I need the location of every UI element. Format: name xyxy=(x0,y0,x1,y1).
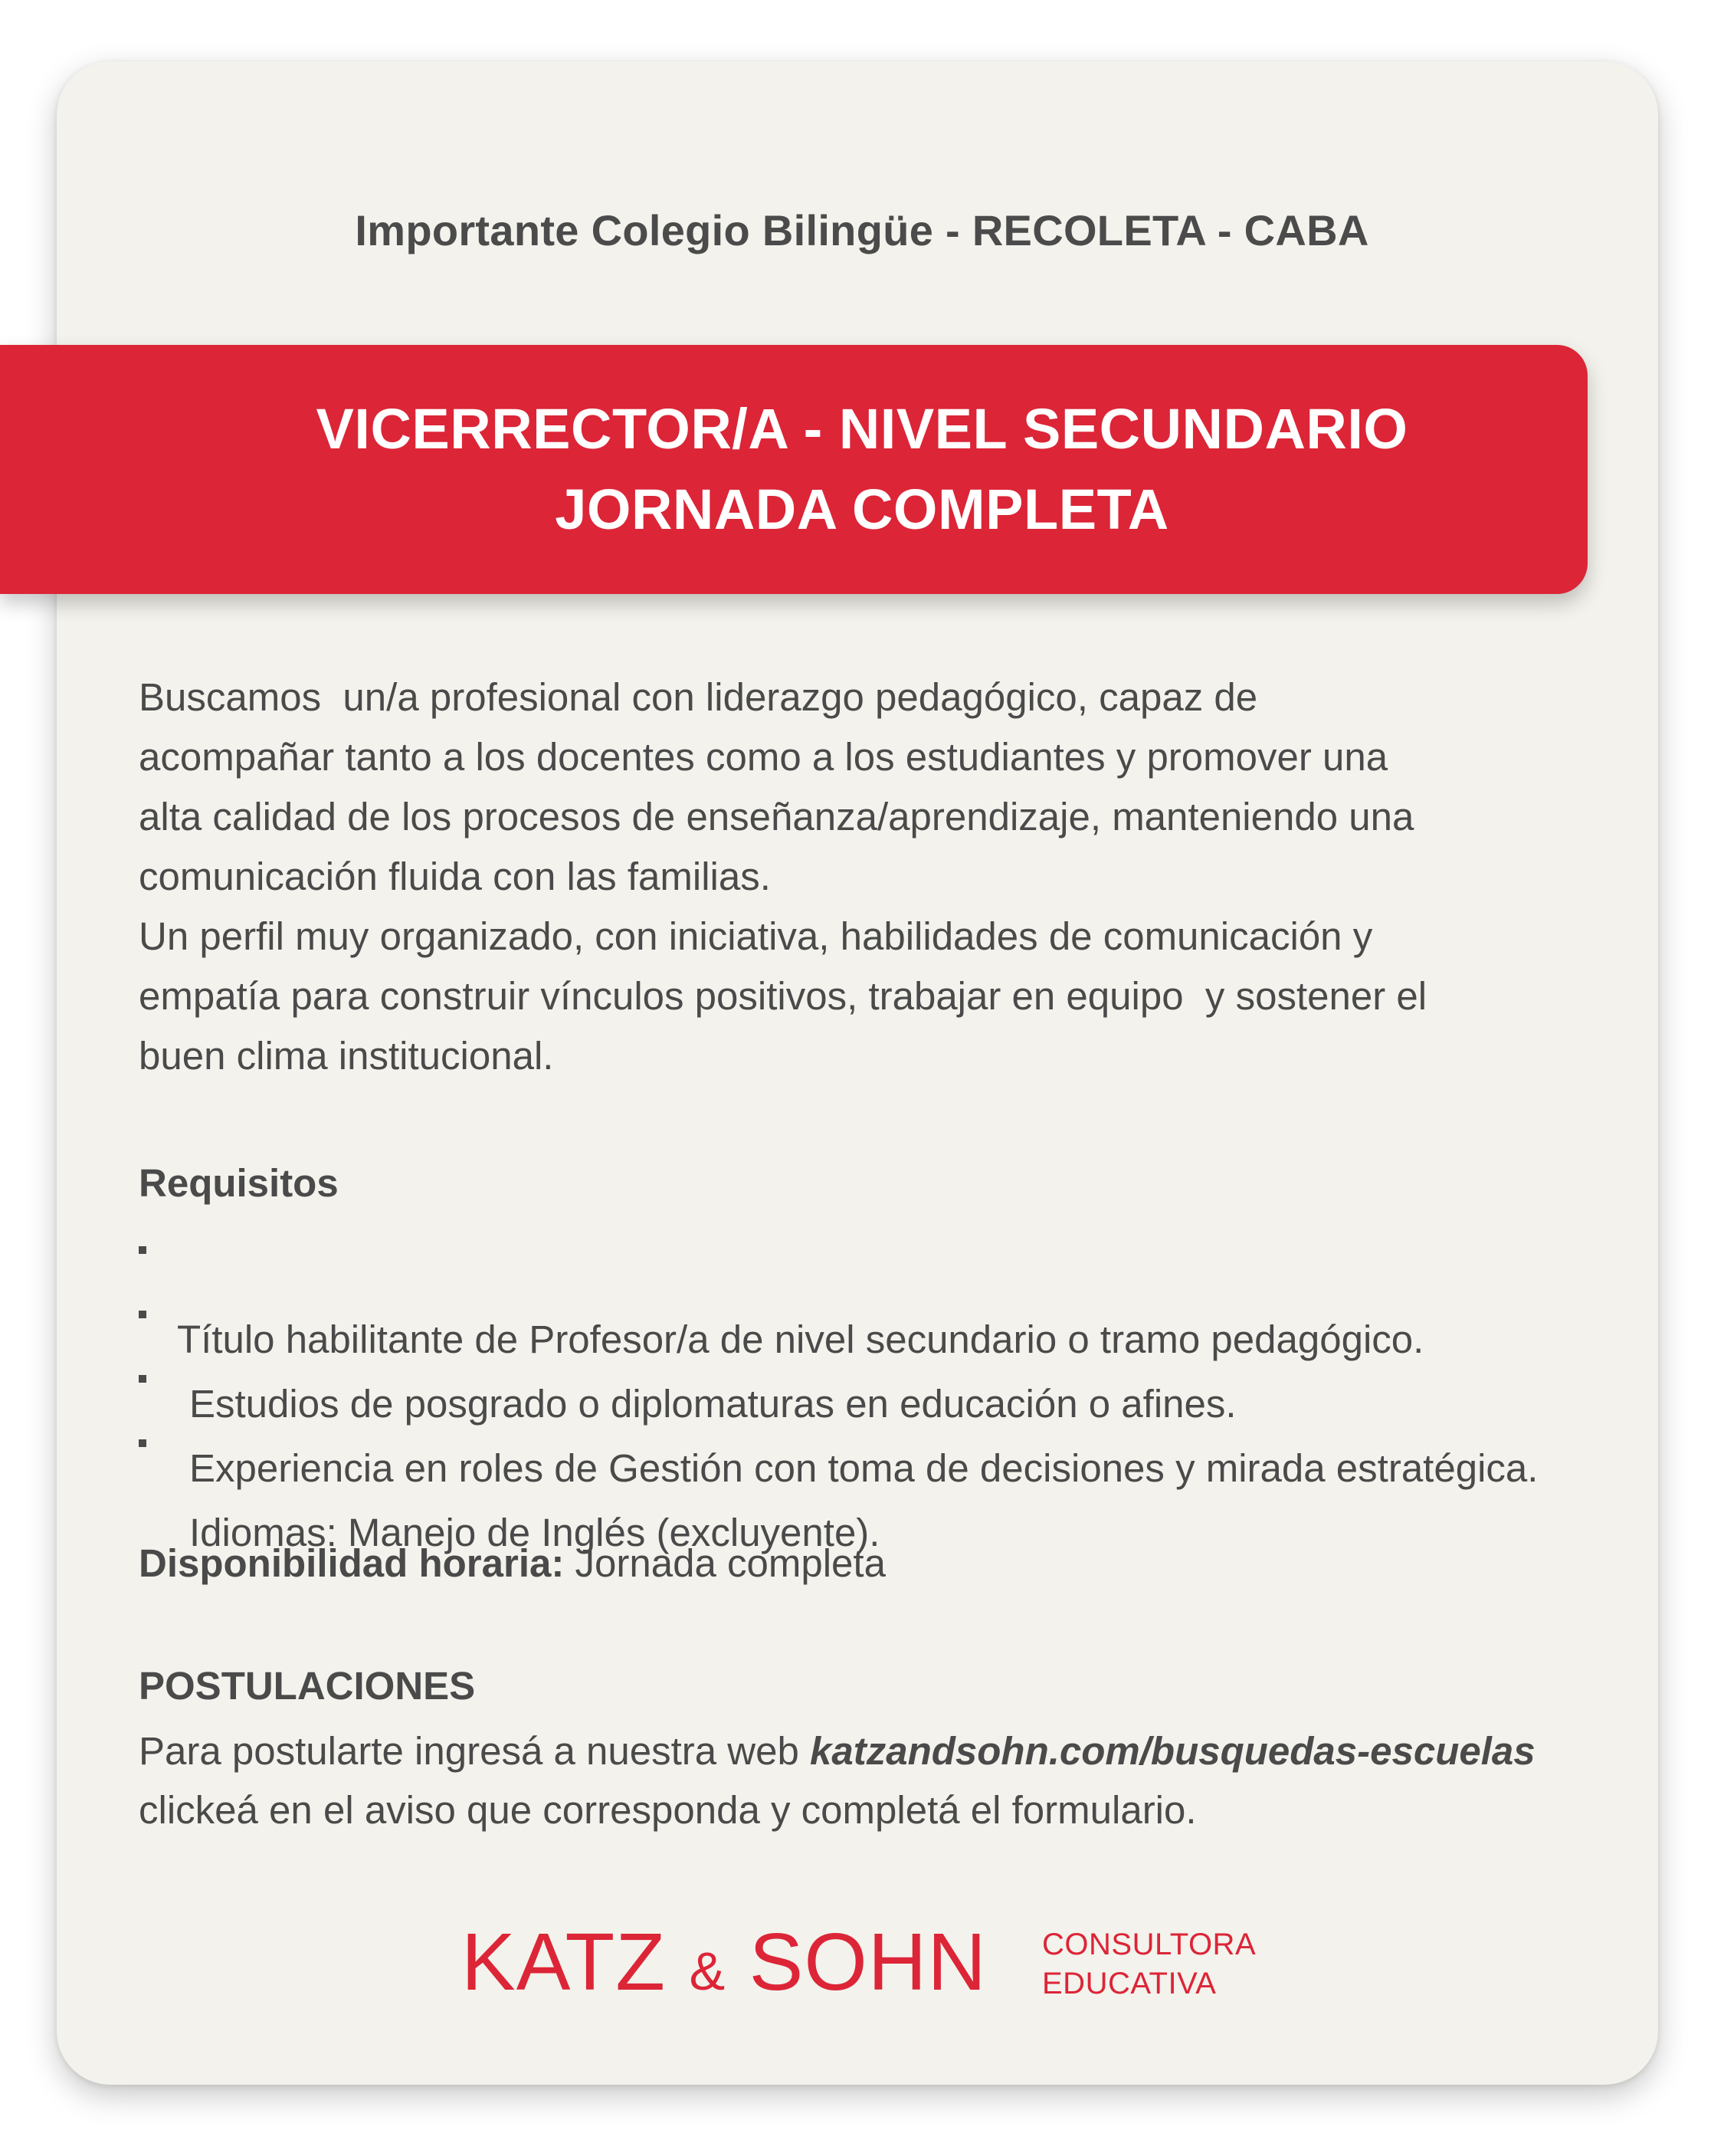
description-line: Buscamos un/a profesional con liderazgo pedagógico, capaz de xyxy=(139,675,1258,719)
logo-ampersand: & xyxy=(689,1941,726,2001)
description-line: Un perfil muy organizado, con iniciativa, habilidades de comunicación y xyxy=(139,914,1373,958)
bullet-square-icon xyxy=(139,1246,146,1254)
requirement-text: Título habilitante de Profesor/a de nivel secundario o tramo pedagógico. xyxy=(177,1318,1424,1361)
position-banner xyxy=(0,345,1588,594)
school-header: Importante Colegio Bilingüe - RECOLETA - CABA xyxy=(355,206,1369,254)
availability-line xyxy=(139,1541,886,1586)
applications-url-link[interactable]: katzandsohn.com/busquedas-escuelas xyxy=(810,1729,1536,1773)
logo-tagline-line2: EDUCATIVA xyxy=(1042,1967,1217,2000)
description-line: comunicación fluida con las familias. xyxy=(139,855,771,898)
description-line: buen clima institucional. xyxy=(139,1034,554,1078)
logo-name-katz: KATZ xyxy=(461,1917,690,2007)
requirements-heading: Requisitos xyxy=(139,1161,339,1205)
requirement-text: Idiomas: Manejo de Inglés (excluyente). xyxy=(189,1511,880,1554)
bullet-square-icon xyxy=(139,1375,146,1383)
logo-tagline-line1: CONSULTORA xyxy=(1042,1928,1257,1961)
position-schedule: JORNADA COMPLETA xyxy=(555,477,1169,541)
katz-sohn-logo xyxy=(461,1916,987,2009)
applications-line xyxy=(139,1728,1536,1774)
logo-name-sohn: SOHN xyxy=(726,1917,987,2007)
description-line: empatía para construir vínculos positivos, trabajar en equipo y sostener el xyxy=(139,974,1427,1018)
applications-text: Para postularte ingresá a nuestra web xyxy=(139,1729,811,1773)
applications-heading: POSTULACIONES xyxy=(139,1664,476,1708)
position-title: VICERRECTOR/A - NIVEL SECUNDARIO xyxy=(316,397,1408,461)
bullet-square-icon xyxy=(139,1439,146,1447)
description-line: acompañar tanto a los docentes como a los estudiantes y promover una xyxy=(139,735,1388,779)
availability-label: Disponibilidad horaria: xyxy=(139,1541,565,1585)
bullet-square-icon xyxy=(139,1311,146,1318)
applications-instructions: clickeá en el aviso que corresponda y completá el formulario. xyxy=(139,1788,1197,1832)
requirement-text: Estudios de posgrado o diplomaturas en educación o afines. xyxy=(189,1382,1237,1426)
description-line: alta calidad de los procesos de enseñanza/aprendizaje, manteniendo una xyxy=(139,795,1414,838)
availability-value: Jornada completa xyxy=(564,1541,886,1585)
requirement-text: Experiencia en roles de Gestión con toma de decisiones y mirada estratégica. xyxy=(189,1446,1539,1490)
